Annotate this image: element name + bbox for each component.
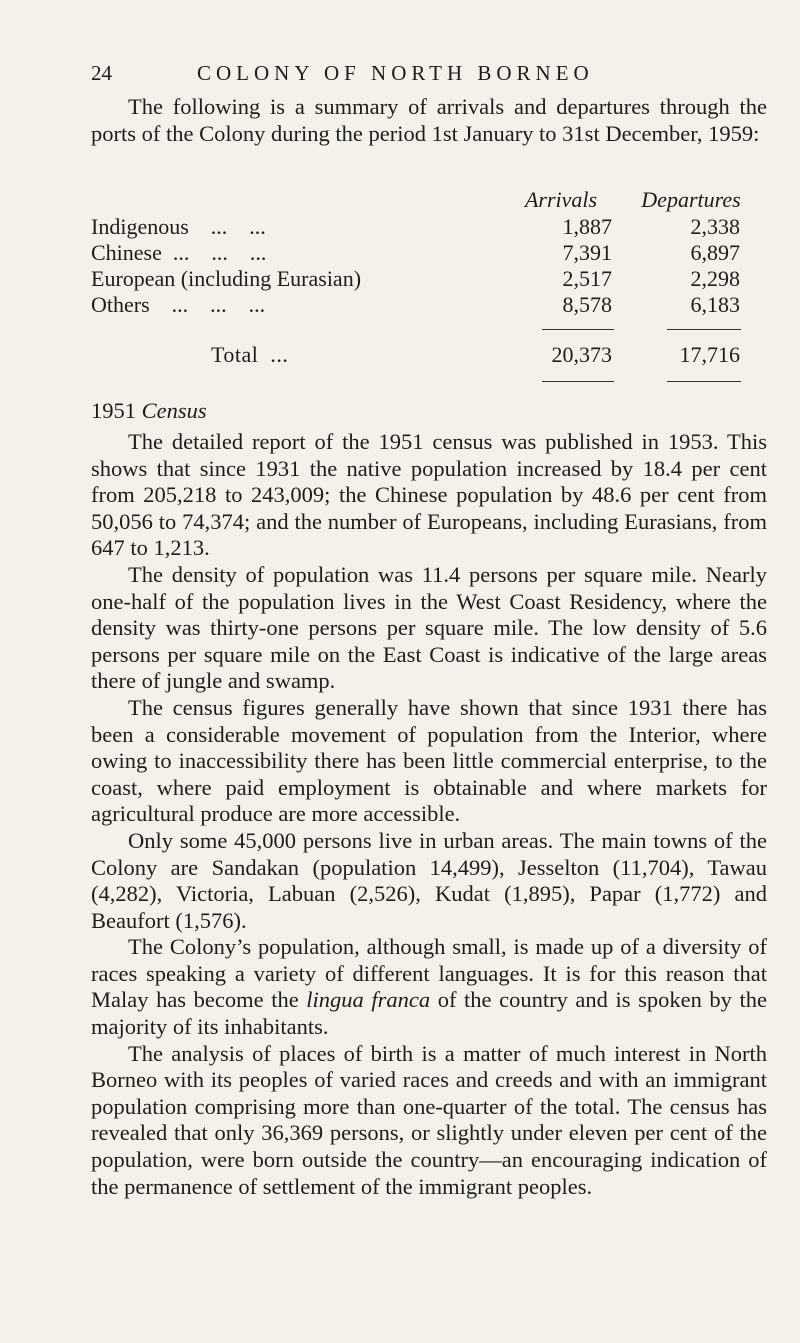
row-arrivals: 2,517 [562, 266, 612, 291]
table-row [91, 266, 771, 292]
section-title: Census [141, 398, 207, 423]
subtotal-rule-departures [667, 329, 741, 330]
table-row [91, 292, 771, 318]
running-title: COLONY OF NORTH BORNEO [197, 61, 594, 85]
row-arrivals: 1,887 [562, 214, 612, 239]
row-label: Others ... ... ... [91, 292, 266, 317]
subtotal-rule-arrivals [542, 329, 614, 330]
para5-after: of the country and is spoken by the majority of its inhabitants. [91, 987, 768, 1040]
table-row [91, 240, 771, 266]
table-total-row [91, 342, 771, 368]
col-arrivals-header: Arrivals [524, 187, 598, 212]
section-year: 1951 [91, 398, 136, 423]
paragraph: The density of population was 11.4 persons per square mile. Nearly one-half of the population lives in the West Coast Residency, where the density was thirty-one persons per square mile. The low density of 5.6 persons per square mile on the East Coast is indicative of the large areas there of jungle and swamp. [91, 561, 767, 694]
section-heading [91, 398, 207, 424]
row-departures: 6,897 [690, 240, 740, 265]
paragraph: The census figures generally have shown that since 1931 there has been a considerable movement of population from the Interior, where owing to inaccessibility there has been little commercial enterprise, to the coast, where paid employment is obtainable and where markets for agricultural produce are more accessible. [91, 694, 767, 827]
row-label: Indigenous ... ... [91, 214, 266, 239]
page-number: 24 [91, 61, 112, 85]
arrivals-departures-table [91, 187, 771, 393]
col-departures-header: Departures [641, 187, 741, 212]
total-rule-arrivals [542, 381, 614, 382]
page-header [0, 61, 800, 89]
intro-paragraph [91, 94, 767, 147]
total-arrivals: 20,373 [551, 342, 612, 367]
row-label: European (including Eurasian) [91, 266, 362, 291]
row-departures: 2,298 [690, 266, 740, 291]
para5-before: The Colony’s population, although small, is made up of a diversity of races speaking a variety of different languages. It is for this reason that Malay has become the [91, 934, 767, 1013]
total-rule-departures [667, 381, 741, 382]
row-departures: 6,183 [690, 292, 740, 317]
row-departures: 2,338 [690, 214, 740, 239]
total-label: Total ... [211, 342, 289, 367]
census-body [91, 429, 767, 1200]
para5-italic: lingua franca [306, 987, 431, 1013]
intro-text: The following is a summary of arrivals and departures through the ports of the Colony during the period 1st January to 31st December, 1959: [91, 94, 767, 146]
table-header-row [91, 187, 771, 213]
table-row [91, 214, 771, 240]
paragraph: The analysis of places of birth is a matter of much interest in North Borneo with its peoples of varied races and creeds and with an immigrant population comprising more than one-quarter of the total. The census has revealed that only 36,369 persons, or slightly under eleven per cent of the population, were born outside the country—an encouraging indication of the permanence of settlement of the immigrant peoples. [91, 1040, 767, 1199]
paragraph-lingua-franca [91, 934, 767, 1040]
paragraph: The detailed report of the 1951 census was published in 1953. This shows that since 1931 the native population increased by 18.4 per cent from 205,218 to 243,009; the Chinese population by 48.6 per cent from 50,056 to 74,374; and the number of Europeans, including Eurasians, from 647 to 1,213. [91, 429, 767, 561]
total-departures: 17,716 [679, 342, 740, 367]
row-arrivals: 8,578 [562, 292, 612, 317]
row-label: Chinese ... ... ... [91, 240, 267, 265]
paragraph: Only some 45,000 persons live in urban areas. The main towns of the Colony are Sandakan (population 14,499), Jesselton (11,704), Tawau (4,282), Victoria, Labuan (2,526), Kudat (1,895), Papar (1,772) and Beaufort (1,576). [91, 827, 767, 933]
row-arrivals: 7,391 [562, 240, 612, 265]
